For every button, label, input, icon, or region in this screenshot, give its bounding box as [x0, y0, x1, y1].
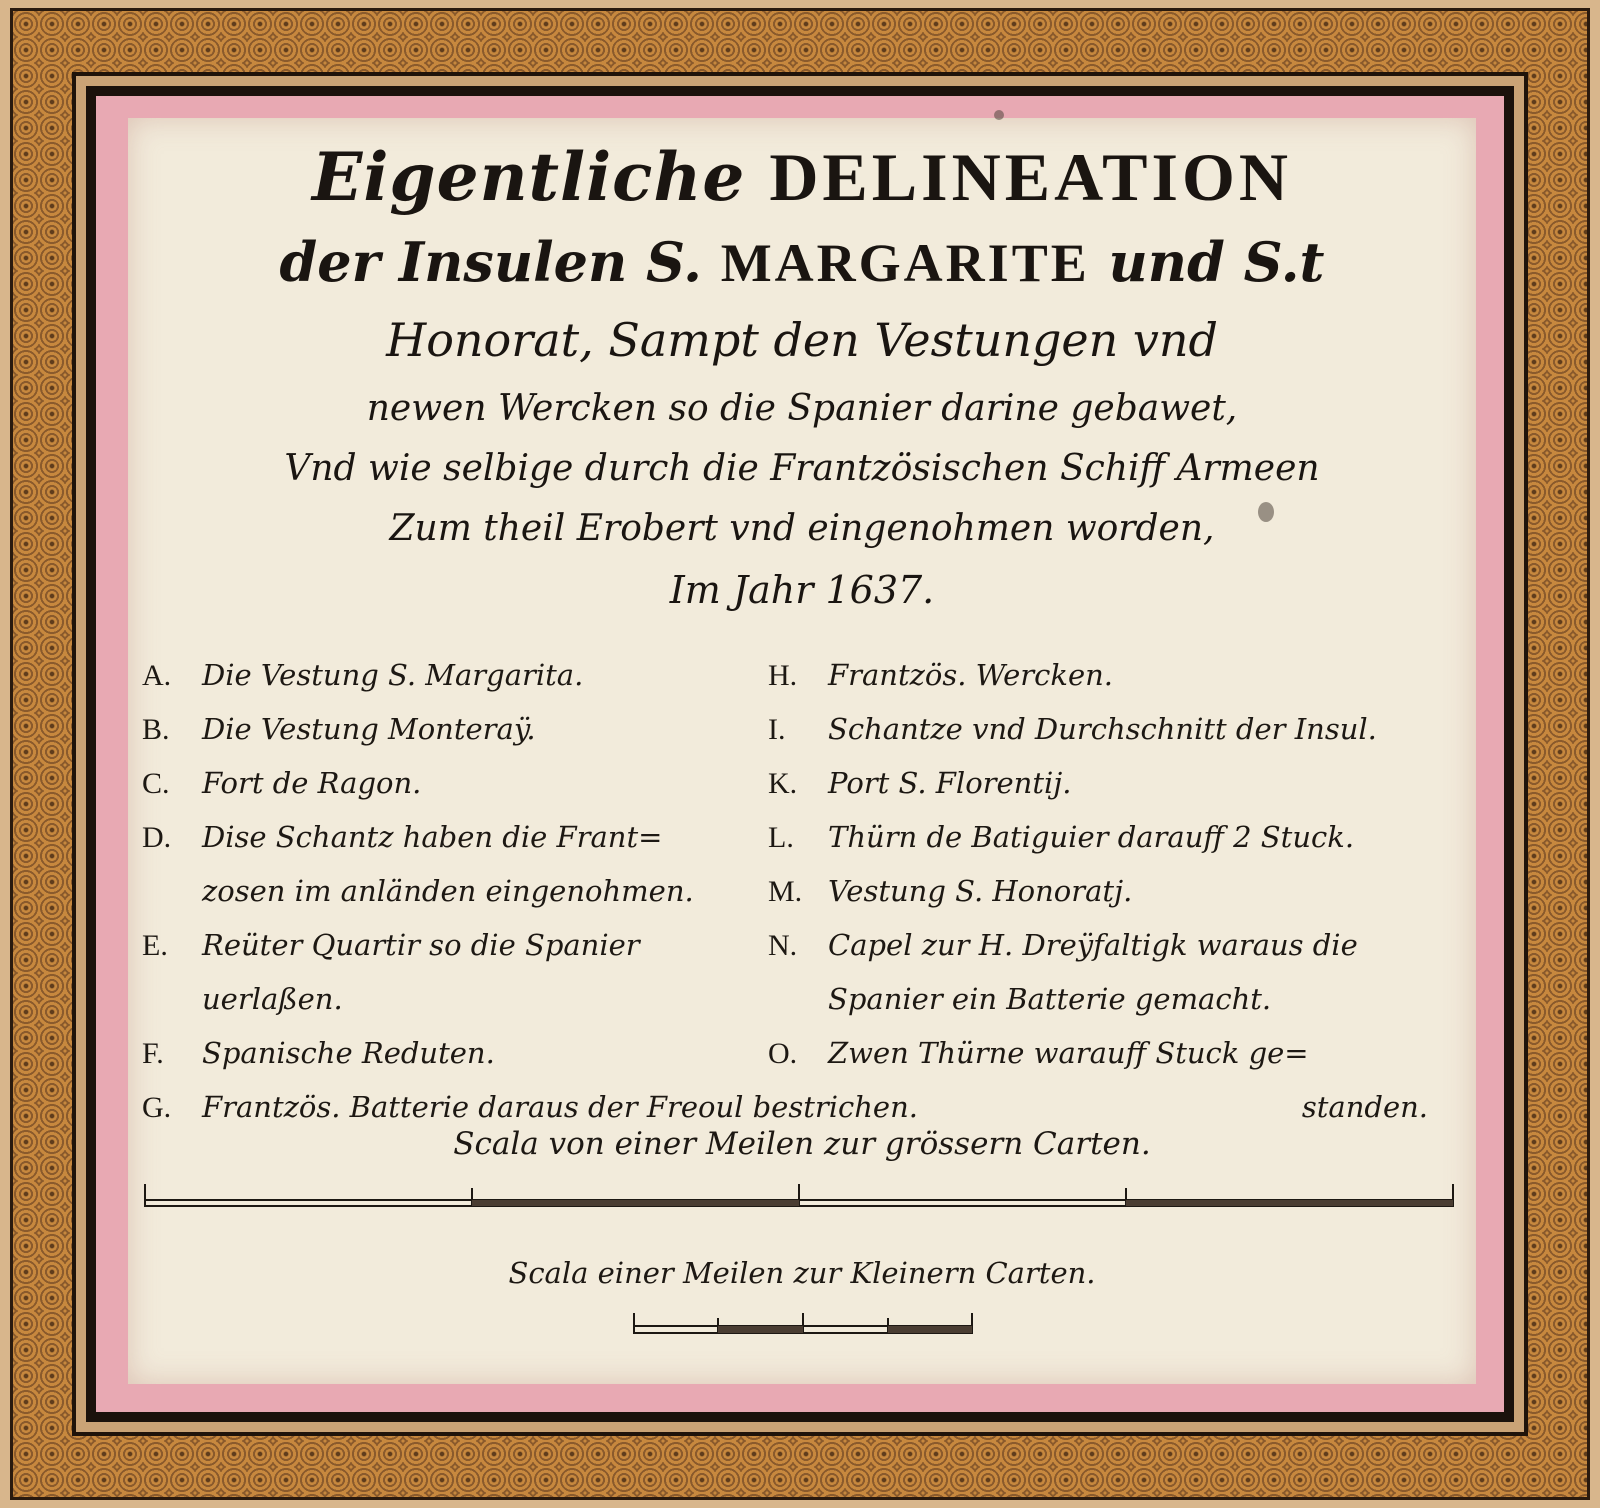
title-line-4: newen Wercken so die Spanier darine gebawet, [366, 388, 1238, 429]
title-line-2 [128, 230, 1476, 294]
legend-key: E. [142, 929, 168, 962]
legend-key: L. [768, 821, 794, 854]
legend-text: Port S. Florentij. [828, 766, 1072, 800]
legend-text: Die Vestung S. Margarita. [202, 658, 584, 692]
legend-item [142, 972, 752, 1026]
legend-key: D. [142, 821, 172, 854]
legend-item [768, 702, 1468, 756]
title-caps: DELINEATION [769, 139, 1292, 215]
legend-key: O. [768, 1037, 798, 1070]
title-line-2-caps: MARGARITE [720, 233, 1090, 293]
legend-item [142, 756, 752, 810]
legend-item [768, 918, 1468, 972]
legend-key: F. [142, 1037, 164, 1070]
ink-stain [994, 110, 1004, 120]
legend-item [142, 702, 752, 756]
legend-text: Reüter Quartir so die Spanier [202, 928, 640, 962]
legend-text: Frantzös. Batterie daraus der Freoul bestrichen. [202, 1090, 918, 1124]
legend-item [768, 864, 1468, 918]
legend-item [142, 1026, 752, 1080]
legend-item [142, 864, 752, 918]
legend-key: K. [768, 767, 798, 800]
legend-text: Frantzös. Wercken. [828, 658, 1114, 692]
title-line-7: Im Jahr 1637. [669, 568, 935, 612]
legend-item [768, 648, 1468, 702]
legend-key: C. [142, 767, 170, 800]
legend-key: N. [768, 929, 798, 962]
legend-key: B. [142, 713, 170, 746]
legend-text: Fort de Ragon. [202, 766, 422, 800]
smaller-scale-label: Scala einer Meilen zur Kleinern Carten. [508, 1256, 1096, 1290]
legend-text: Zwen Thürne warauff Stuck ge= [828, 1036, 1309, 1070]
title-script: Eigentliche [312, 138, 746, 216]
legend-key: H. [768, 659, 798, 692]
legend-text: Capel zur H. Dreÿfaltigk waraus die [828, 928, 1358, 962]
legend-text: uerlaßen. [202, 982, 343, 1016]
legend-item [768, 972, 1468, 1026]
ink-stain [1258, 502, 1274, 522]
legend-text: Vestung S. Honoratj. [828, 874, 1133, 908]
title-line-5: Vnd wie selbige durch die Frantzösischen Schiff Armeen [284, 448, 1320, 489]
legend-text: Dise Schantz haben die Frant= [202, 820, 663, 854]
larger-scale-label: Scala von einer Meilen zur grössern Carten. [453, 1126, 1151, 1162]
legend-key: G. [142, 1091, 172, 1124]
legend-key: I. [768, 713, 786, 746]
legend-text: Thürn de Batiguier darauff 2 Stuck. [828, 820, 1355, 854]
legend-item [768, 1026, 1468, 1080]
legend-item [142, 648, 752, 702]
legend-item [142, 918, 752, 972]
title-line-3: Honorat, Sampt den Vestungen vnd [386, 313, 1218, 367]
title-line-2b: und S.t [1108, 230, 1325, 294]
legend-text: standen. [1301, 1090, 1428, 1124]
legend-text: Schantze vnd Durchschnitt der Insul. [828, 712, 1377, 746]
parchment-panel [128, 118, 1476, 1384]
smaller-scale-bar [633, 1308, 973, 1338]
legend-item [768, 810, 1468, 864]
title-line-1 [128, 138, 1476, 217]
legend-key: M. [768, 875, 803, 908]
larger-scale-bar [144, 1178, 1454, 1208]
title-line-6: Zum theil Erobert vnd eingenohmen worden, [389, 508, 1215, 549]
legend-text: Die Vestung Monteraÿ. [202, 712, 536, 746]
legend-item [768, 756, 1468, 810]
legend-item [142, 810, 752, 864]
legend-left-column [142, 648, 918, 1134]
legend-text: Spanier ein Batterie gemacht. [828, 982, 1272, 1016]
legend-right-column [768, 648, 1468, 1134]
legend-text: Spanische Reduten. [202, 1036, 495, 1070]
legend-key: A. [142, 659, 172, 692]
title-line-2a: der Insulen S. [279, 230, 702, 294]
legend-text: zosen im anländen eingenohmen. [202, 874, 694, 908]
